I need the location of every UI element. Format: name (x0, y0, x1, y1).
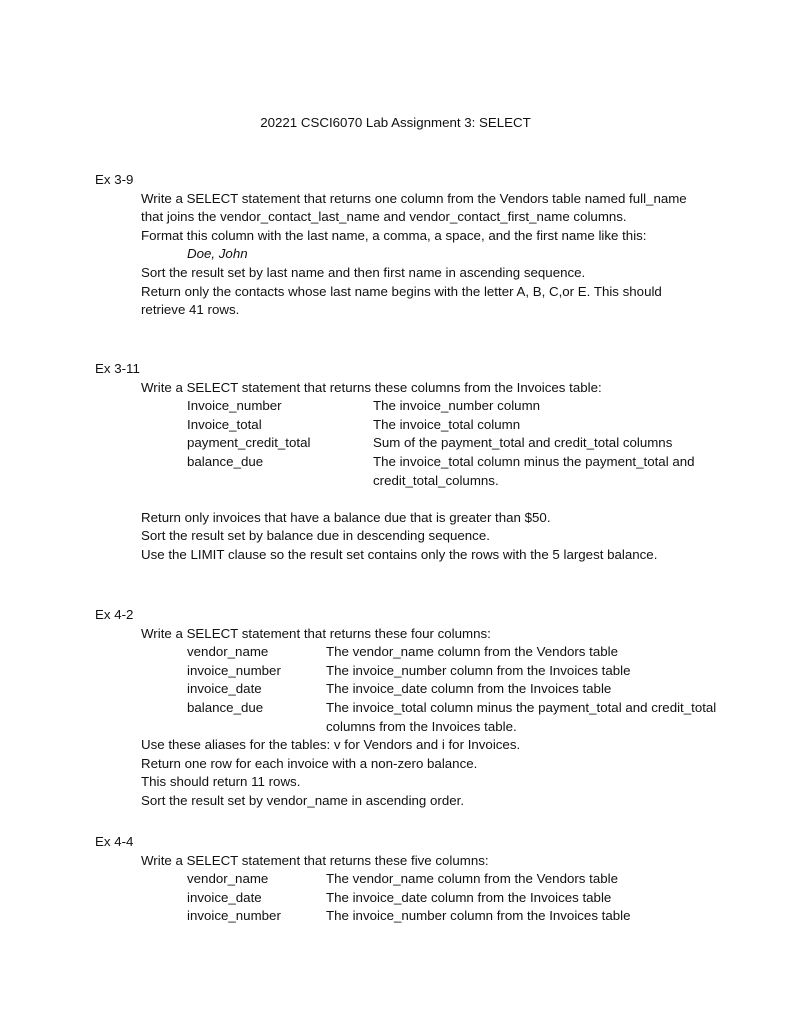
column-table (187, 643, 755, 736)
exercise-label: Ex 4-2 (95, 607, 134, 622)
table-row (187, 453, 755, 490)
exercise-label: Ex 3-11 (95, 361, 140, 376)
column-description: The invoice_number column from the Invoices table (326, 908, 631, 924)
paragraph: Return one row for each invoice with a non-zero balance. (141, 755, 478, 771)
column-description: The vendor_name column from the Vendors table (326, 644, 618, 660)
exercise-label: Ex 3-9 (95, 172, 134, 187)
column-table (187, 397, 755, 490)
column-description: The invoice_total column minus the payment_total and credit_total_columns. (373, 453, 695, 488)
column-name: payment_credit_total (187, 435, 311, 451)
column-name: vendor_name (187, 644, 269, 660)
paragraph: Return only the contacts whose last name begins with the letter A, B, C,or E. This should retrieve 41 rows. (141, 283, 662, 318)
table-row (187, 643, 755, 662)
column-name: balance_due (187, 699, 264, 715)
page-title: 20221 CSCI6070 Lab Assignment 3: SELECT (260, 115, 531, 130)
column-description: Sum of the payment_total and credit_total columns (373, 435, 673, 451)
column-name: invoice_number (187, 662, 281, 678)
table-row (187, 870, 755, 889)
paragraph: Format this column with the last name, a comma, a space, and the first name like this: (141, 227, 647, 243)
paragraph: Write a SELECT statement that returns these five columns: (141, 852, 489, 868)
exercise-body (141, 190, 755, 320)
column-name: Invoice_total (187, 416, 262, 432)
paragraph: Write a SELECT statement that returns one column from the Vendors table named full_name that joins the vendor_contact_last_name and vendor_contact_first_name columns. (141, 190, 687, 225)
paragraph: Sort the result set by balance due in descending sequence. (141, 528, 490, 544)
exercise-notes (141, 736, 755, 810)
exercise-3-9 (95, 171, 755, 320)
exercise-body (141, 379, 755, 398)
exercise-body (141, 625, 755, 644)
paragraph: Write a SELECT statement that returns these columns from the Invoices table: (141, 379, 602, 395)
table-row (187, 416, 755, 435)
column-description: The invoice_total column minus the payment_total and credit_total columns from the Invoices table. (326, 699, 717, 734)
example-text: Doe, John (187, 246, 248, 262)
column-table (187, 870, 755, 926)
paragraph: Use the LIMIT clause so the result set contains only the rows with the 5 largest balance. (141, 546, 658, 562)
column-description: The vendor_name column from the Vendors table (326, 871, 618, 887)
paragraph: Return only invoices that have a balance due that is greater than $50. (141, 509, 551, 525)
column-description: The invoice_total column (373, 416, 521, 432)
table-row (187, 889, 755, 908)
table-row (187, 662, 755, 681)
exercise-3-11 (95, 360, 755, 565)
column-description: The invoice_date column from the Invoices table (326, 681, 612, 697)
column-description: The invoice_number column (373, 398, 541, 414)
paragraph: Write a SELECT statement that returns these four columns: (141, 625, 491, 641)
paragraph: Sort the result set by vendor_name in ascending order. (141, 792, 465, 808)
paragraph: Sort the result set by last name and then first name in ascending sequence. (141, 264, 586, 280)
exercise-body (141, 852, 755, 871)
column-name: invoice_date (187, 889, 262, 905)
table-row (187, 907, 755, 926)
table-row (187, 434, 755, 453)
column-description: The invoice_date column from the Invoices table (326, 889, 612, 905)
exercise-4-4 (95, 833, 755, 926)
paragraph: This should return 11 rows. (141, 774, 301, 790)
exercise-4-2 (95, 606, 755, 811)
exercise-notes (141, 509, 755, 565)
exercise-label: Ex 4-4 (95, 834, 134, 849)
column-name: invoice_number (187, 908, 281, 924)
table-row (187, 397, 755, 416)
paragraph: Use these aliases for the tables: v for Vendors and i for Invoices. (141, 737, 521, 753)
table-row (187, 699, 755, 736)
column-name: Invoice_number (187, 398, 282, 414)
column-name: vendor_name (187, 871, 269, 887)
table-row (187, 680, 755, 699)
column-name: balance_due (187, 453, 264, 469)
column-description: The invoice_number column from the Invoices table (326, 662, 631, 678)
column-name: invoice_date (187, 681, 262, 697)
